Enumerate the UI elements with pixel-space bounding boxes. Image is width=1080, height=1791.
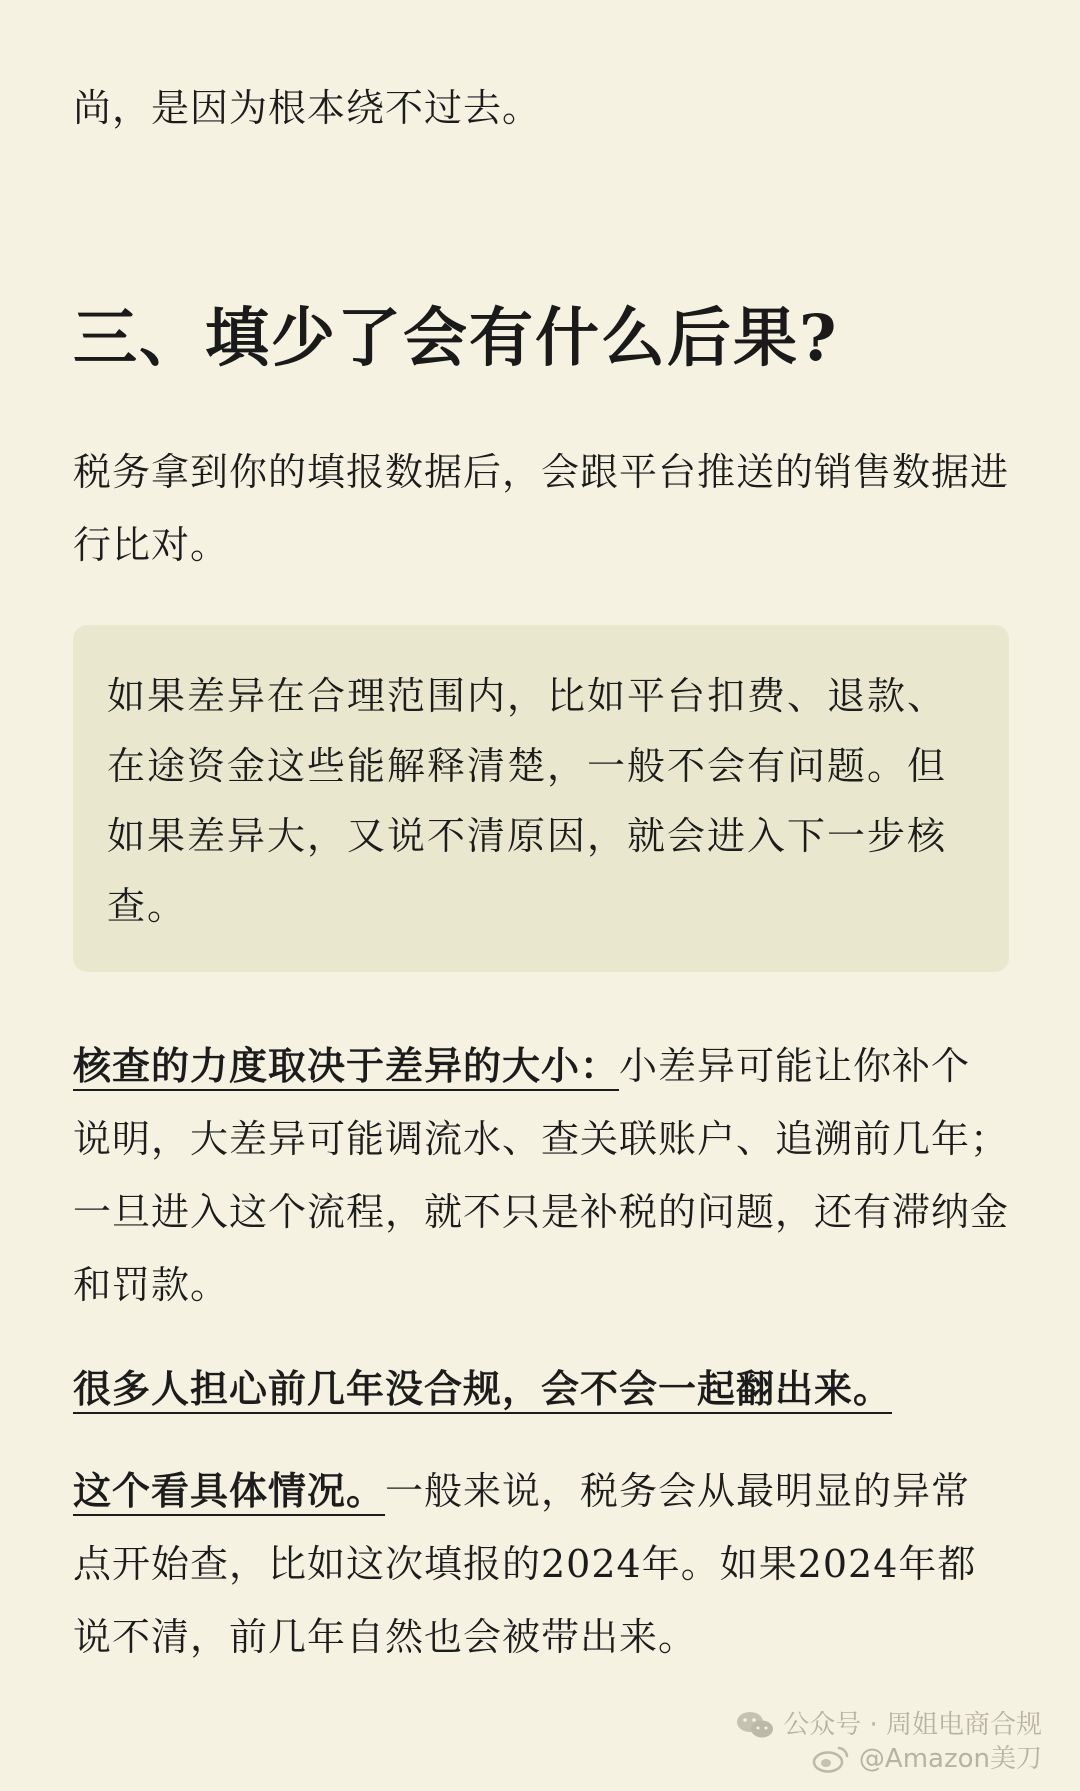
paragraph-depends	[73, 1454, 1009, 1674]
emphasis-worry: 很多人担心前几年没合规，会不会一起翻出来。	[73, 1366, 893, 1411]
callout-box	[73, 625, 1009, 972]
watermark	[622, 1708, 1042, 1776]
paragraph-tax-compare: 税务拿到你的填报数据后，会跟平台推送的销售数据进行比对。	[73, 450, 1010, 567]
watermark-row-1	[622, 1708, 1042, 1742]
wechat-icon	[735, 1710, 775, 1740]
watermark-row-2	[622, 1742, 1042, 1776]
paragraph-check-intensity	[73, 1029, 1009, 1322]
emphasis-check-intensity: 核查的力度取决于差异的大小：	[73, 1043, 620, 1088]
callout-text: 如果差异在合理范围内，比如平台扣费、退款、在途资金这些能解释清楚，一般不会有问题。但如果差异大，又说不清原因，就会进入下一步核查。	[107, 674, 948, 928]
paragraph-check-intensity-rest: 小差异可能让你补个说明，大差异可能调流水、查关联账户、追溯前几年；一旦进入这个流程，就不只是补税的问题，还有滞纳金和罚款。	[73, 1044, 1010, 1307]
weibo-icon	[811, 1744, 851, 1774]
paragraph-depends-rest: 一般来说，税务会从最明显的异常点开始查，比如这次填报的2024年。如果2024年都说不清，前几年自然也会被带出来。	[73, 1469, 977, 1659]
section-heading: 三、填少了会有什么后果?	[73, 301, 839, 376]
intro-tail-text: 尚，是因为根本绕不过去。	[73, 86, 542, 130]
paragraph-worry	[73, 1352, 1009, 1426]
watermark-line-2: @Amazon美刀	[858, 1744, 1042, 1774]
watermark-line-1: 公众号 · 周姐电商合规	[783, 1710, 1042, 1740]
emphasis-depends: 这个看具体情况。	[73, 1468, 386, 1513]
